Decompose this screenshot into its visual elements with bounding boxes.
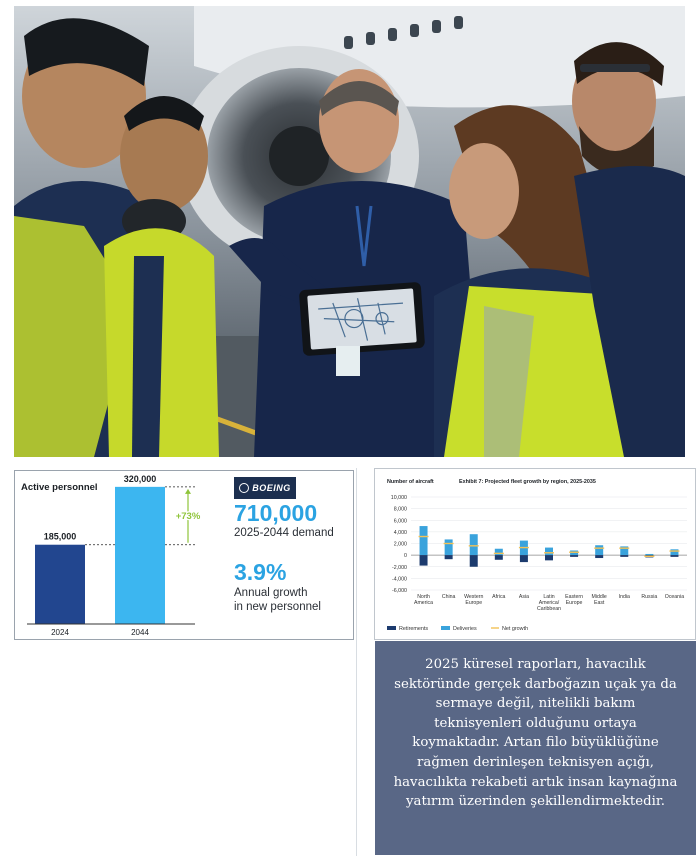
y-tick-label: 6,000 bbox=[393, 518, 407, 525]
hero-photo bbox=[14, 6, 685, 457]
legend-swatch-deliveries bbox=[441, 626, 450, 630]
x-tick-label: Africa bbox=[492, 594, 506, 600]
boeing-logo-text: BOEING bbox=[252, 483, 291, 493]
deliveries-bar bbox=[670, 549, 678, 555]
deliveries-bar bbox=[495, 549, 503, 555]
x-tick-label: America bbox=[414, 600, 434, 606]
x-tick-label: Eastern bbox=[565, 594, 584, 600]
article-summary-box bbox=[375, 641, 696, 855]
x-tick-label: Caribbean bbox=[537, 606, 561, 612]
x-tick-label: Asia bbox=[518, 594, 529, 600]
growth-label-line2: in new personnel bbox=[234, 600, 321, 613]
y-tick-label: 2,000 bbox=[393, 541, 407, 548]
growth-annotation: +73% bbox=[175, 510, 201, 522]
retirements-bar bbox=[420, 555, 428, 565]
boeing-logo-icon bbox=[239, 483, 249, 493]
y-tick-label: -4,000 bbox=[391, 576, 407, 583]
legend-swatch-retirements bbox=[387, 626, 396, 630]
y-tick-label: 10,000 bbox=[390, 495, 407, 501]
deliveries-bar bbox=[545, 548, 553, 556]
demand-label: 2025-2044 demand bbox=[234, 527, 334, 539]
deliveries-bar bbox=[445, 539, 453, 555]
x-tick-label: Western bbox=[464, 594, 484, 600]
fleet-growth-card bbox=[374, 468, 696, 640]
retirements-bar bbox=[670, 555, 678, 557]
deliveries-bar bbox=[420, 526, 428, 555]
legend-label: Net growth bbox=[502, 626, 529, 632]
retirements-bar bbox=[595, 555, 603, 558]
y-tick-label: 0 bbox=[404, 553, 407, 560]
x-tick-label: America/ bbox=[538, 600, 560, 606]
bar-2024 bbox=[35, 545, 85, 624]
y-tick-label: -6,000 bbox=[391, 588, 407, 594]
deliveries-bar bbox=[645, 554, 653, 555]
article-summary-text: 2025 küresel raporları, havacılık sektöründe gerçek darboğazın uçak ya da sermaye değil, nitelikli bakım teknisyenleri olduğunu ortaya koymaktadır. Artan filo büyüklüğüne rağmen derinleşen teknisyen açığı, havacılıkta rekabeti artık insan kaynağına yatırım üzerinden şekillendirmektedir. bbox=[393, 657, 678, 810]
x-tick-label: Europe bbox=[565, 600, 583, 606]
boeing-logo bbox=[234, 477, 296, 499]
x-tick-label: Russia bbox=[641, 594, 658, 600]
x-tick-label: Latin bbox=[543, 594, 555, 600]
x-tick-label: China bbox=[441, 594, 456, 600]
growth-label-line1: Annual growth bbox=[234, 586, 308, 599]
retirements-bar bbox=[445, 555, 453, 559]
column-divider bbox=[356, 468, 357, 856]
growth-value: 3.9% bbox=[234, 558, 287, 585]
bar-2044 bbox=[115, 487, 165, 624]
chart-title: Active personnel bbox=[21, 482, 98, 493]
x-tick-label: East bbox=[593, 600, 605, 606]
retirements-bar bbox=[520, 555, 528, 562]
active-personnel-card bbox=[14, 470, 354, 640]
bar-value-label: 185,000 bbox=[43, 531, 77, 542]
retirements-bar bbox=[570, 555, 578, 557]
y-tick-label: -2,000 bbox=[391, 564, 407, 571]
legend-label: Retirements bbox=[399, 626, 429, 632]
fleet-growth-chart bbox=[375, 469, 695, 639]
legend-label: Deliveries bbox=[453, 626, 477, 632]
x-tick-label: Europe bbox=[465, 600, 483, 606]
y-tick-label: 4,000 bbox=[393, 529, 407, 536]
demand-value: 710,000 bbox=[234, 500, 318, 526]
x-tick-label: North bbox=[417, 594, 430, 600]
team-with-tablet-photo-icon bbox=[14, 6, 685, 457]
y-tick-label: 8,000 bbox=[393, 506, 407, 513]
retirements-bar bbox=[620, 555, 628, 557]
bar-value-label: 320,000 bbox=[123, 473, 157, 484]
retirements-bar bbox=[545, 555, 553, 560]
deliveries-bar bbox=[595, 545, 603, 555]
retirements-bar bbox=[470, 555, 478, 567]
growth-arrow-head bbox=[185, 489, 191, 494]
deliveries-bar bbox=[470, 534, 478, 555]
x-tick-label: Oceania bbox=[664, 594, 685, 600]
x-tick-label: 2044 bbox=[131, 628, 149, 637]
x-tick-label: India bbox=[618, 594, 630, 600]
x-tick-label: 2024 bbox=[51, 628, 69, 637]
x-tick-label: Middle bbox=[591, 594, 607, 600]
y-axis-title: Number of aircraft bbox=[387, 479, 434, 485]
boeing-stats bbox=[234, 477, 352, 614]
retirements-bar bbox=[495, 555, 503, 560]
chart-title: Exhibit 7: Projected fleet growth by region, 2025-2035 bbox=[459, 479, 596, 485]
